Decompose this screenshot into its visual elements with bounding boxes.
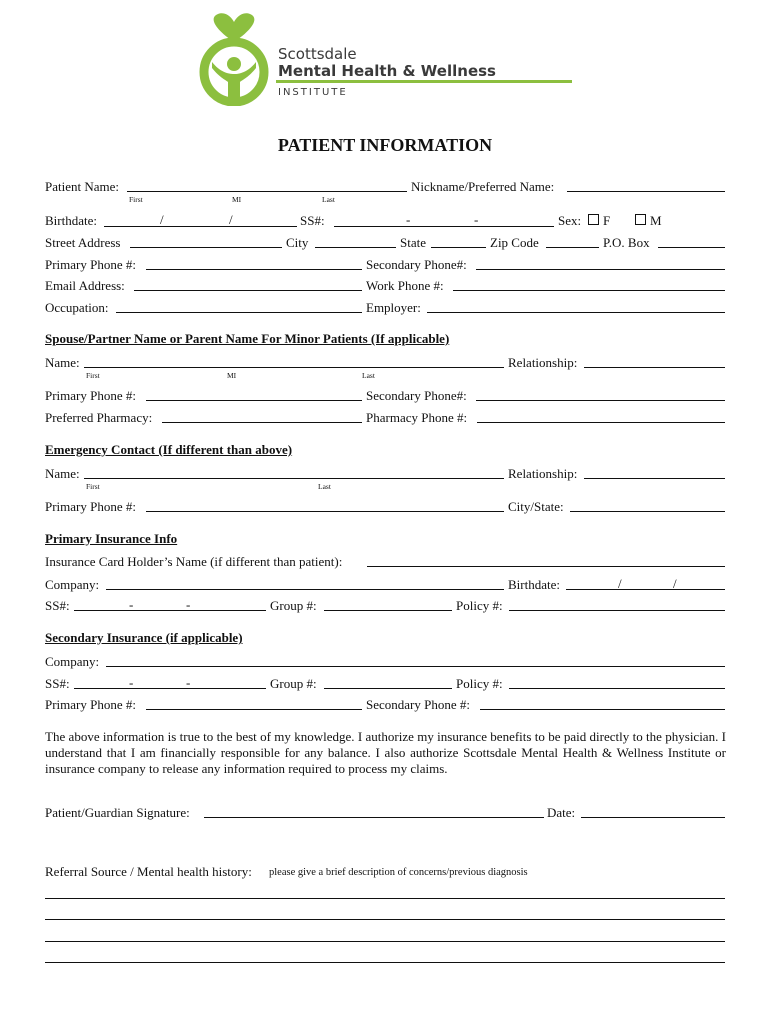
spouse-relationship-label: Relationship:	[508, 355, 578, 370]
emergency-relationship-field[interactable]	[584, 478, 725, 479]
spouse-secondary-phone-label: Secondary Phone#:	[366, 388, 467, 403]
nickname-field[interactable]	[567, 191, 725, 192]
pharmacy-field[interactable]	[162, 422, 362, 423]
nickname-label: Nickname/Preferred Name:	[411, 179, 555, 194]
sex-m-checkbox[interactable]	[635, 214, 646, 225]
spouse-mi-caption: MI	[227, 371, 237, 380]
emergency-last-caption: Last	[318, 482, 331, 491]
emergency-name-field[interactable]	[84, 478, 504, 479]
sex-m-label: M	[650, 213, 662, 228]
spouse-last-caption: Last	[362, 371, 375, 380]
primary-ss-field[interactable]	[74, 610, 266, 611]
primary-group-field[interactable]	[324, 610, 452, 611]
secondary-group-label: Group #:	[270, 676, 317, 691]
referral-line-3[interactable]	[45, 941, 725, 942]
secondary-policy-label: Policy #:	[456, 676, 503, 691]
email-field[interactable]	[134, 290, 362, 291]
pobox-field[interactable]	[658, 247, 725, 248]
secondary-primary-phone-field[interactable]	[146, 709, 362, 710]
logo-line-1: Scottsdale	[278, 45, 357, 63]
referral-line-1[interactable]	[45, 898, 725, 899]
logo-rule	[276, 80, 572, 83]
primary-policy-field[interactable]	[509, 610, 725, 611]
occupation-field[interactable]	[116, 312, 362, 313]
email-label: Email Address:	[45, 278, 125, 293]
city-field[interactable]	[315, 247, 396, 248]
first-caption: First	[129, 195, 143, 204]
secondary-phone-field[interactable]	[476, 269, 725, 270]
secondary-ss-dash-2: -	[186, 675, 191, 690]
primary-birthdate-slash-1: /	[618, 576, 622, 591]
secondary-ss-label: SS#:	[45, 676, 70, 691]
city-label: City	[286, 235, 309, 250]
signature-field[interactable]	[204, 817, 544, 818]
street-field[interactable]	[130, 247, 282, 248]
ss-field[interactable]	[334, 226, 554, 227]
pobox-label: P.O. Box	[603, 235, 650, 250]
spouse-primary-phone-field[interactable]	[146, 400, 362, 401]
signature-label: Patient/Guardian Signature:	[45, 805, 190, 820]
employer-label: Employer:	[366, 300, 421, 315]
referral-hint: please give a brief description of concerns/previous diagnosis	[269, 867, 528, 878]
secondary-secondary-phone-label: Secondary Phone #:	[366, 697, 470, 712]
secondary-policy-field[interactable]	[509, 688, 725, 689]
emergency-name-label: Name:	[45, 466, 80, 481]
birthdate-slash-2: /	[229, 212, 233, 227]
zip-field[interactable]	[546, 247, 599, 248]
zip-label: Zip Code	[490, 235, 539, 250]
secondary-ss-field[interactable]	[74, 688, 266, 689]
ss-dash-2: -	[474, 212, 479, 227]
emergency-city-state-label: City/State:	[508, 499, 564, 514]
spouse-primary-phone-label: Primary Phone #:	[45, 388, 136, 403]
work-phone-label: Work Phone #:	[366, 278, 444, 293]
pharmacy-phone-label: Pharmacy Phone #:	[366, 410, 468, 425]
emergency-primary-phone-field[interactable]	[146, 511, 504, 512]
emergency-heading: Emergency Contact (If different than above)	[45, 442, 293, 457]
primary-company-label: Company:	[45, 577, 100, 592]
spouse-secondary-phone-field[interactable]	[476, 400, 725, 401]
primary-birthdate-slash-2: /	[673, 576, 677, 591]
secondary-secondary-phone-field[interactable]	[480, 709, 725, 710]
secondary-phone-label: Secondary Phone#:	[366, 257, 467, 272]
signature-date-label: Date:	[547, 805, 576, 820]
primary-group-label: Group #:	[270, 598, 317, 613]
emergency-first-caption: First	[86, 482, 100, 491]
secondary-company-field[interactable]	[106, 666, 725, 667]
ss-label: SS#:	[300, 213, 325, 228]
primary-birthdate-field[interactable]	[566, 589, 725, 590]
mi-caption: MI	[232, 195, 242, 204]
secondary-group-field[interactable]	[324, 688, 452, 689]
page-title: PATIENT INFORMATION	[277, 135, 493, 155]
primary-insurance-heading: Primary Insurance Info	[45, 531, 178, 546]
card-holder-field[interactable]	[367, 566, 725, 567]
primary-policy-label: Policy #:	[456, 598, 503, 613]
work-phone-field[interactable]	[453, 290, 725, 291]
patient-name-field[interactable]	[127, 191, 407, 192]
authorization-statement: The above information is true to the best of my knowledge. I authorize my insurance benefits to be paid directly to the physician. I understand that I am financially responsible for any balance. I also authorize Scottsdale Mental Health & Wellness Institute or insurance company to release any information required to process my claims.	[45, 729, 726, 776]
birthdate-slash-1: /	[160, 212, 164, 227]
spouse-relationship-field[interactable]	[584, 367, 725, 368]
secondary-ss-dash-1: -	[129, 675, 134, 690]
sex-f-checkbox[interactable]	[588, 214, 599, 225]
secondary-primary-phone-label: Primary Phone #:	[45, 697, 136, 712]
state-field[interactable]	[431, 247, 486, 248]
primary-ss-dash-2: -	[186, 597, 191, 612]
primary-company-field[interactable]	[106, 589, 504, 590]
logo-line-2: Mental Health & Wellness	[278, 62, 496, 80]
pharmacy-phone-field[interactable]	[477, 422, 725, 423]
emergency-city-state-field[interactable]	[570, 511, 725, 512]
referral-line-4[interactable]	[45, 962, 725, 963]
signature-date-field[interactable]	[581, 817, 725, 818]
state-label: State	[400, 235, 426, 250]
spouse-name-field[interactable]	[84, 367, 504, 368]
occupation-label: Occupation:	[45, 300, 109, 315]
heart-figure-icon	[198, 12, 270, 106]
pharmacy-label: Preferred Pharmacy:	[45, 410, 153, 425]
primary-ss-dash-1: -	[129, 597, 134, 612]
primary-ss-label: SS#:	[45, 598, 70, 613]
spouse-name-label: Name:	[45, 355, 80, 370]
sex-f-label: F	[603, 213, 611, 228]
spouse-heading: Spouse/Partner Name or Parent Name For Minor Patients (If applicable)	[45, 331, 450, 346]
primary-birthdate-label: Birthdate:	[508, 577, 560, 592]
spouse-first-caption: First	[86, 371, 100, 380]
sex-label: Sex:	[558, 213, 582, 228]
card-holder-label: Insurance Card Holder’s Name (if different than patient):	[45, 554, 343, 569]
emergency-primary-phone-label: Primary Phone #:	[45, 499, 136, 514]
street-label: Street Address	[45, 235, 121, 250]
secondary-company-label: Company:	[45, 654, 100, 669]
last-caption: Last	[322, 195, 335, 204]
primary-phone-label: Primary Phone #:	[45, 257, 136, 272]
secondary-insurance-heading: Secondary Insurance (if applicable)	[45, 630, 243, 645]
birthdate-label: Birthdate:	[45, 213, 97, 228]
referral-line-2[interactable]	[45, 919, 725, 920]
birthdate-field[interactable]	[104, 226, 297, 227]
employer-field[interactable]	[427, 312, 725, 313]
emergency-relationship-label: Relationship:	[508, 466, 578, 481]
ss-dash-1: -	[406, 212, 411, 227]
primary-phone-field[interactable]	[146, 269, 362, 270]
referral-label: Referral Source / Mental health history:	[45, 864, 252, 879]
logo-line-3: INSTITUTE	[278, 87, 348, 98]
patient-name-label: Patient Name:	[45, 179, 120, 194]
